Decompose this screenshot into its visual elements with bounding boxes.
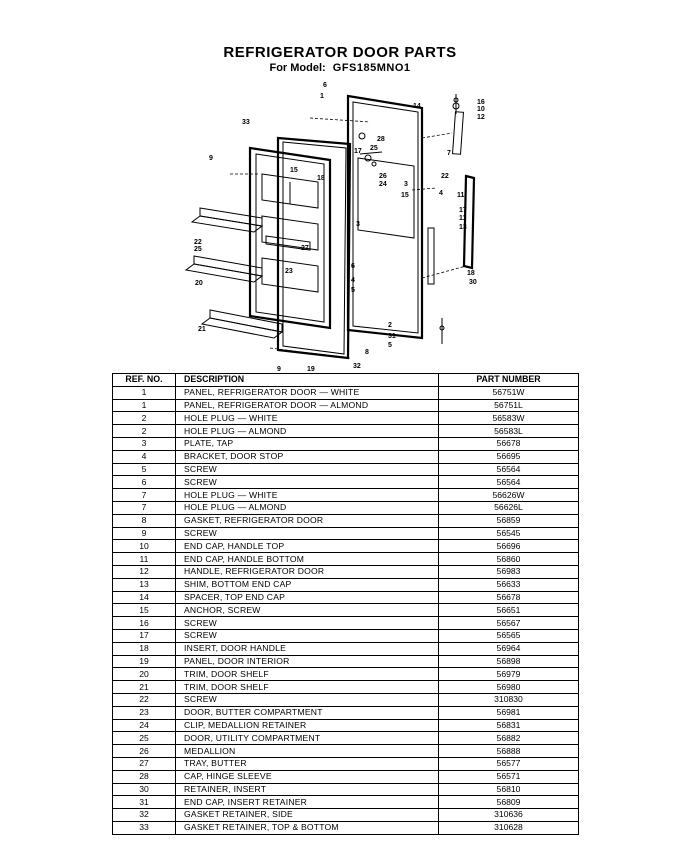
ref-no-cell: 14: [113, 591, 176, 604]
callout-label: 22: [441, 173, 449, 180]
part-number-cell: 310636: [439, 809, 579, 822]
part-number-cell: 56651: [439, 604, 579, 617]
description-cell: SHIM, BOTTOM END CAP: [176, 578, 439, 591]
table-row: [113, 514, 579, 527]
table-row: [113, 501, 579, 514]
callout-label: 9: [277, 366, 281, 372]
table-row: [113, 783, 579, 796]
description-cell: MEDALLION: [176, 745, 439, 758]
description-cell: INSERT, DOOR HANDLE: [176, 642, 439, 655]
part-number-cell: 56980: [439, 681, 579, 694]
description-cell: HOLE PLUG — ALMOND: [176, 501, 439, 514]
part-number-cell: 56565: [439, 629, 579, 642]
callout-label: 21: [198, 326, 206, 333]
model-prefix: For Model:: [269, 62, 326, 74]
table-row: [113, 476, 579, 489]
part-number-cell: 56564: [439, 463, 579, 476]
ref-no-cell: 11: [113, 553, 176, 566]
callout-label: 31: [388, 333, 396, 340]
description-cell: PLATE, TAP: [176, 437, 439, 450]
table-row: [113, 425, 579, 438]
description-cell: SCREW: [176, 693, 439, 706]
table-row: [113, 629, 579, 642]
table-row: [113, 450, 579, 463]
part-number-cell: 56809: [439, 796, 579, 809]
model-line: [0, 62, 680, 74]
callout-label: 26: [379, 173, 387, 180]
table-row: [113, 668, 579, 681]
table-row: [113, 591, 579, 604]
callout-label: 3: [404, 181, 408, 188]
part-number-cell: 56678: [439, 591, 579, 604]
table-row: [113, 706, 579, 719]
part-number-cell: 56695: [439, 450, 579, 463]
part-number-cell: 56633: [439, 578, 579, 591]
callout-label: 17: [354, 148, 362, 155]
table-row: [113, 770, 579, 783]
ref-no-cell: 20: [113, 668, 176, 681]
callout-label: 4: [351, 277, 355, 284]
ref-no-cell: 17: [113, 629, 176, 642]
callout-label: 4: [439, 190, 443, 197]
part-number-cell: 56983: [439, 565, 579, 578]
description-cell: HOLE PLUG — WHITE: [176, 489, 439, 502]
ref-no-cell: 24: [113, 719, 176, 732]
part-number-cell: 56571: [439, 770, 579, 783]
table-row: [113, 553, 579, 566]
callout-label: 24: [379, 181, 387, 188]
callout-label: 32: [353, 363, 361, 370]
ref-no-cell: 9: [113, 527, 176, 540]
page-title: REFRIGERATOR DOOR PARTS: [223, 44, 457, 61]
callout-label: 5: [351, 287, 355, 294]
description-cell: TRAY, BUTTER: [176, 757, 439, 770]
ref-no-cell: 26: [113, 745, 176, 758]
ref-no-cell: 2: [113, 425, 176, 438]
table-row: [113, 796, 579, 809]
description-cell: HOLE PLUG — ALMOND: [176, 425, 439, 438]
ref-no-cell: 23: [113, 706, 176, 719]
part-number-cell: 56626L: [439, 501, 579, 514]
callout-label: 23: [285, 268, 293, 275]
ref-no-cell: 16: [113, 617, 176, 630]
table-row: [113, 578, 579, 591]
description-cell: CLIP, MEDALLION RETAINER: [176, 719, 439, 732]
ref-no-cell: 1: [113, 386, 176, 399]
callout-label: 15: [290, 167, 298, 174]
table-row: [113, 565, 579, 578]
part-number-cell: 56678: [439, 437, 579, 450]
table-row: [113, 809, 579, 822]
part-number-cell: 56981: [439, 706, 579, 719]
ref-no-cell: 31: [113, 796, 176, 809]
description-cell: TRIM, DOOR SHELF: [176, 668, 439, 681]
table-row: [113, 821, 579, 834]
description-cell: TRIM, DOOR SHELF: [176, 681, 439, 694]
callout-label: 11: [459, 215, 467, 222]
part-number-cell: 56888: [439, 745, 579, 758]
description-cell: HANDLE, REFRIGERATOR DOOR: [176, 565, 439, 578]
description-cell: SCREW: [176, 527, 439, 540]
description-cell: GASKET RETAINER, TOP & BOTTOM: [176, 821, 439, 834]
table-row: [113, 681, 579, 694]
table-row: [113, 732, 579, 745]
model-number: GFS185MNO1: [332, 62, 411, 74]
table-row: [113, 719, 579, 732]
part-number-cell: 56577: [439, 757, 579, 770]
table-row: [113, 437, 579, 450]
description-cell: GASKET RETAINER, SIDE: [176, 809, 439, 822]
callout-labels: [194, 82, 485, 372]
description-cell: DOOR, UTILITY COMPARTMENT: [176, 732, 439, 745]
part-number-cell: 56898: [439, 655, 579, 668]
ref-no-cell: 12: [113, 565, 176, 578]
ref-no-cell: 4: [113, 450, 176, 463]
table-row: [113, 386, 579, 399]
table-row: [113, 489, 579, 502]
description-cell: BRACKET, DOOR STOP: [176, 450, 439, 463]
part-number-cell: 56810: [439, 783, 579, 796]
part-number-cell: 310628: [439, 821, 579, 834]
ref-no-cell: 30: [113, 783, 176, 796]
part-number-cell: 56882: [439, 732, 579, 745]
ref-no-cell: 13: [113, 578, 176, 591]
table-row: [113, 745, 579, 758]
ref-no-cell: 6: [113, 476, 176, 489]
description-cell: END CAP, HANDLE TOP: [176, 540, 439, 553]
ref-no-cell: 25: [113, 732, 176, 745]
part-number-cell: 56564: [439, 476, 579, 489]
description-cell: SPACER, TOP END CAP: [176, 591, 439, 604]
callout-label: 19: [307, 366, 315, 372]
callout-label: 18: [467, 270, 475, 277]
callout-label: 25: [370, 145, 378, 152]
ref-no-cell: 22: [113, 693, 176, 706]
callout-label: 28: [377, 136, 385, 143]
callout-label: 33: [242, 119, 250, 126]
ref-no-cell: 32: [113, 809, 176, 822]
part-number-cell: 56583W: [439, 412, 579, 425]
parts-table: [112, 373, 579, 835]
table-row: [113, 757, 579, 770]
column-ref-no: REF. NO.: [113, 374, 176, 387]
part-number-cell: 56696: [439, 540, 579, 553]
description-cell: PANEL, REFRIGERATOR DOOR — ALMOND: [176, 399, 439, 412]
part-number-cell: 56751W: [439, 386, 579, 399]
callout-label: 30: [469, 279, 477, 286]
description-cell: RETAINER, INSERT: [176, 783, 439, 796]
ref-no-cell: 2: [113, 412, 176, 425]
description-cell: SCREW: [176, 629, 439, 642]
description-cell: END CAP, INSERT RETAINER: [176, 796, 439, 809]
callout-label: 13: [459, 224, 467, 231]
description-cell: END CAP, HANDLE BOTTOM: [176, 553, 439, 566]
ref-no-cell: 3: [113, 437, 176, 450]
callout-label: 18: [317, 175, 325, 182]
callout-label: 15: [401, 192, 409, 199]
callout-label: 27: [301, 245, 309, 252]
table-row: [113, 412, 579, 425]
ref-no-cell: 28: [113, 770, 176, 783]
callout-label: 8: [365, 349, 369, 356]
ref-no-cell: 27: [113, 757, 176, 770]
parts-table-header: [113, 374, 579, 387]
callout-label: 10: [477, 106, 485, 113]
callout-label: 1: [320, 93, 324, 100]
table-row: [113, 527, 579, 540]
part-number-cell: 56964: [439, 642, 579, 655]
callout-label: 5: [388, 342, 392, 349]
callout-label: 6: [323, 82, 327, 89]
callout-label: 16: [477, 99, 485, 106]
callout-label: 12: [477, 114, 485, 121]
callout-label: 20: [195, 280, 203, 287]
description-cell: SCREW: [176, 617, 439, 630]
callout-label: 3: [356, 221, 360, 228]
description-cell: DOOR, BUTTER COMPARTMENT: [176, 706, 439, 719]
table-row: [113, 463, 579, 476]
ref-no-cell: 15: [113, 604, 176, 617]
outer-door-panel: [348, 96, 422, 338]
part-number-cell: 310830: [439, 693, 579, 706]
part-number-cell: 56859: [439, 514, 579, 527]
door-handle-assembly: [428, 94, 474, 344]
part-number-cell: 56979: [439, 668, 579, 681]
ref-no-cell: 1: [113, 399, 176, 412]
description-cell: GASKET, REFRIGERATOR DOOR: [176, 514, 439, 527]
ref-no-cell: 5: [113, 463, 176, 476]
description-cell: PANEL, DOOR INTERIOR: [176, 655, 439, 668]
callout-label: 25: [194, 246, 202, 253]
ref-no-cell: 21: [113, 681, 176, 694]
table-row: [113, 655, 579, 668]
part-number-cell: 56831: [439, 719, 579, 732]
callout-label: 6: [351, 263, 355, 270]
callout-label: 22: [194, 239, 202, 246]
table-row: [113, 642, 579, 655]
table-row: [113, 617, 579, 630]
table-row: [113, 604, 579, 617]
ref-no-cell: 33: [113, 821, 176, 834]
table-row: [113, 399, 579, 412]
description-cell: SCREW: [176, 476, 439, 489]
callout-label: 17: [459, 207, 467, 214]
ref-no-cell: 8: [113, 514, 176, 527]
part-number-cell: 56626W: [439, 489, 579, 502]
column-part-number: PART NUMBER: [439, 374, 579, 387]
column-description: DESCRIPTION: [176, 374, 439, 387]
exploded-parts-diagram: [170, 78, 500, 372]
description-cell: PANEL, REFRIGERATOR DOOR — WHITE: [176, 386, 439, 399]
description-cell: CAP, HINGE SLEEVE: [176, 770, 439, 783]
part-number-cell: 56583L: [439, 425, 579, 438]
table-row: [113, 693, 579, 706]
ref-no-cell: 7: [113, 489, 176, 502]
table-row: [113, 540, 579, 553]
part-number-cell: 56751L: [439, 399, 579, 412]
ref-no-cell: 18: [113, 642, 176, 655]
parts-table-body: [113, 386, 579, 834]
description-cell: SCREW: [176, 463, 439, 476]
ref-no-cell: 10: [113, 540, 176, 553]
description-cell: HOLE PLUG — WHITE: [176, 412, 439, 425]
part-number-cell: 56567: [439, 617, 579, 630]
ref-no-cell: 7: [113, 501, 176, 514]
callout-label: 7: [447, 150, 451, 157]
callout-label: 14: [413, 103, 421, 110]
description-cell: ANCHOR, SCREW: [176, 604, 439, 617]
callout-label: 2: [388, 322, 392, 329]
ref-no-cell: 19: [113, 655, 176, 668]
callout-label: 11: [457, 192, 465, 199]
part-number-cell: 56545: [439, 527, 579, 540]
part-number-cell: 56860: [439, 553, 579, 566]
callout-label: 9: [209, 155, 213, 162]
